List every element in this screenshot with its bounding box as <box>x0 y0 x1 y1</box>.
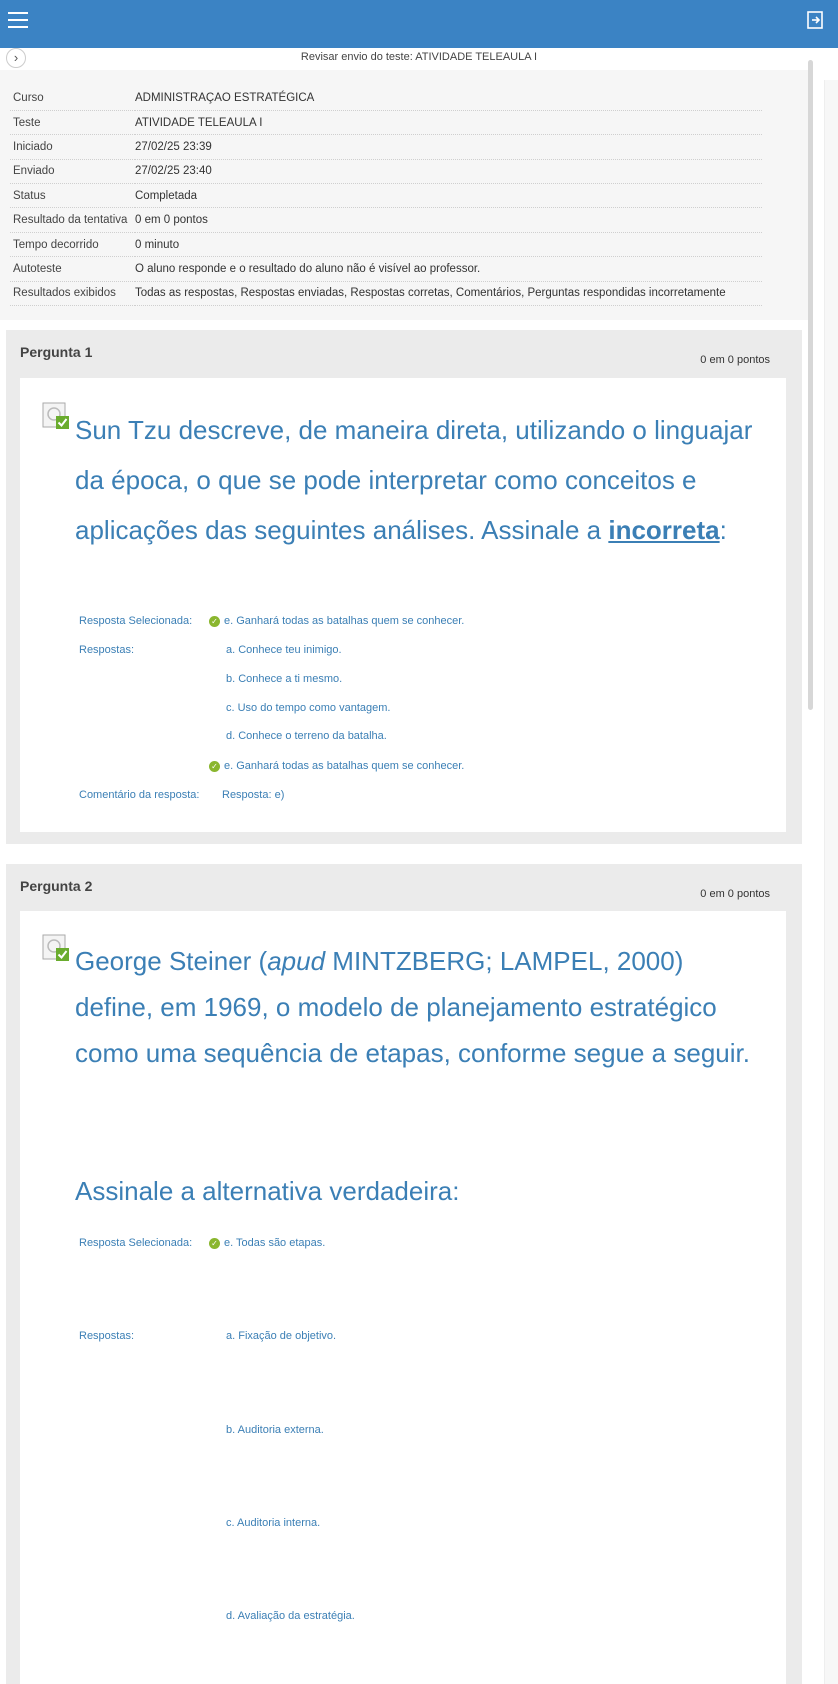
summary-label: Autoteste <box>10 257 135 281</box>
summary-label: Iniciado <box>10 135 135 159</box>
check-icon: ✓ <box>209 616 220 627</box>
question-1-text <box>75 405 765 555</box>
answer-option: a. Conhece teu inimigo. <box>226 644 342 656</box>
table-row <box>10 135 762 159</box>
question-2-card <box>20 911 786 1684</box>
hamburger-menu-icon[interactable] <box>8 12 28 28</box>
logout-icon[interactable] <box>806 10 826 30</box>
check-icon: ✓ <box>209 1238 220 1249</box>
table-row <box>10 86 762 110</box>
question-text-main: Sun Tzu descreve, de maneira direta, utilizando o linguajar da época, o que se pode interpretar como conceitos e aplicações das seguintes análises. Assinale a <box>75 415 753 545</box>
table-row <box>10 257 762 281</box>
answer-option: b. Auditoria externa. <box>226 1424 324 1436</box>
summary-value: 27/02/25 23:39 <box>135 135 762 159</box>
page-title: Revisar envio do teste: ATIVIDADE TELEAULA I <box>300 51 538 63</box>
selected-answer-label: Resposta Selecionada: <box>79 1237 193 1249</box>
table-row <box>10 184 762 208</box>
selected-answer-value: e. Ganhará todas as batalhas quem se conhecer. <box>224 615 465 627</box>
summary-value: ADMINISTRAÇAO ESTRATÉGICA <box>135 86 762 110</box>
side-strip <box>824 80 838 1684</box>
summary-label: Tempo decorrido <box>10 232 135 256</box>
table-row <box>10 110 762 134</box>
summary-value: Completada <box>135 184 762 208</box>
summary-label: Curso <box>10 86 135 110</box>
answer-option: e. Ganhará todas as batalhas quem se conhecer. <box>224 760 465 772</box>
table-row <box>10 208 762 232</box>
summary-table <box>10 86 762 306</box>
question-1-points: 0 em 0 pontos <box>700 354 770 366</box>
summary-value: 0 em 0 pontos <box>135 208 762 232</box>
summary-value: ATIVIDADE TELEAULA I <box>135 110 762 134</box>
answer-option: c. Uso do tempo como vantagem. <box>226 702 391 714</box>
question-1-title: Pergunta 1 <box>20 344 93 360</box>
question-2-block <box>6 864 802 1684</box>
answers-label: Respostas: <box>79 644 135 656</box>
top-bar <box>0 0 838 48</box>
selected-answer <box>209 615 464 627</box>
summary-label: Resultados exibidos <box>10 281 135 305</box>
scrollbar[interactable] <box>808 48 814 708</box>
question-2-points: 0 em 0 pontos <box>700 888 770 900</box>
answer-option: b. Conhece a ti mesmo. <box>226 673 343 685</box>
correct-answer-option <box>209 760 464 772</box>
selected-answer <box>209 1237 325 1249</box>
scrollbar-thumb[interactable] <box>808 60 813 710</box>
correct-answer-icon <box>42 402 70 430</box>
answers-label: Respostas: <box>79 1330 135 1342</box>
table-row <box>10 232 762 256</box>
selected-answer-value: e. Todas são etapas. <box>224 1237 326 1249</box>
answer-option: d. Conhece o terreno da batalha. <box>226 730 387 742</box>
question-text-italic: apud <box>267 946 326 976</box>
comment-label: Comentário da resposta: <box>79 789 200 801</box>
summary-label: Enviado <box>10 159 135 183</box>
summary-value: Todas as respostas, Respostas enviadas, Respostas corretas, Comentários, Perguntas respondidas incorretamente <box>135 281 762 305</box>
summary-label: Teste <box>10 110 135 134</box>
answer-option: d. Avaliação da estratégia. <box>226 1610 355 1622</box>
question-2-text <box>75 938 765 1076</box>
selected-answer-label: Resposta Selecionada: <box>79 615 193 627</box>
attempt-summary <box>0 70 808 320</box>
question-text-end: : <box>719 515 727 545</box>
correct-answer-icon <box>42 934 70 962</box>
summary-value: 27/02/25 23:40 <box>135 159 762 183</box>
summary-value: 0 minuto <box>135 232 762 256</box>
table-row <box>10 159 762 183</box>
summary-value: O aluno responde e o resultado do aluno não é visível ao professor. <box>135 257 762 281</box>
question-1-block <box>6 330 802 844</box>
question-2-title: Pergunta 2 <box>20 878 93 894</box>
answer-option: c. Auditoria interna. <box>226 1517 321 1529</box>
summary-label: Status <box>10 184 135 208</box>
question-1-card <box>20 378 786 832</box>
question-text-b: MINTZBERG; LAMPEL, 2000) define, em 1969, o modelo de planejamento estratégico como uma sequência de etapas, conforme segue a seguir. <box>75 946 750 1068</box>
question-2-instruction: Assinale a alternativa verdadeira: <box>75 1176 460 1206</box>
comment-value: Resposta: e) <box>222 789 285 801</box>
question-text-emphasis: incorreta <box>608 515 720 545</box>
answer-option: a. Fixação de objetivo. <box>226 1330 337 1342</box>
check-icon: ✓ <box>209 761 220 772</box>
summary-label: Resultado da tentativa <box>10 208 135 232</box>
chevron-right-icon[interactable]: › <box>6 48 26 68</box>
page-subheader <box>0 48 808 70</box>
table-row <box>10 281 762 305</box>
question-text-a: George Steiner ( <box>75 946 268 976</box>
